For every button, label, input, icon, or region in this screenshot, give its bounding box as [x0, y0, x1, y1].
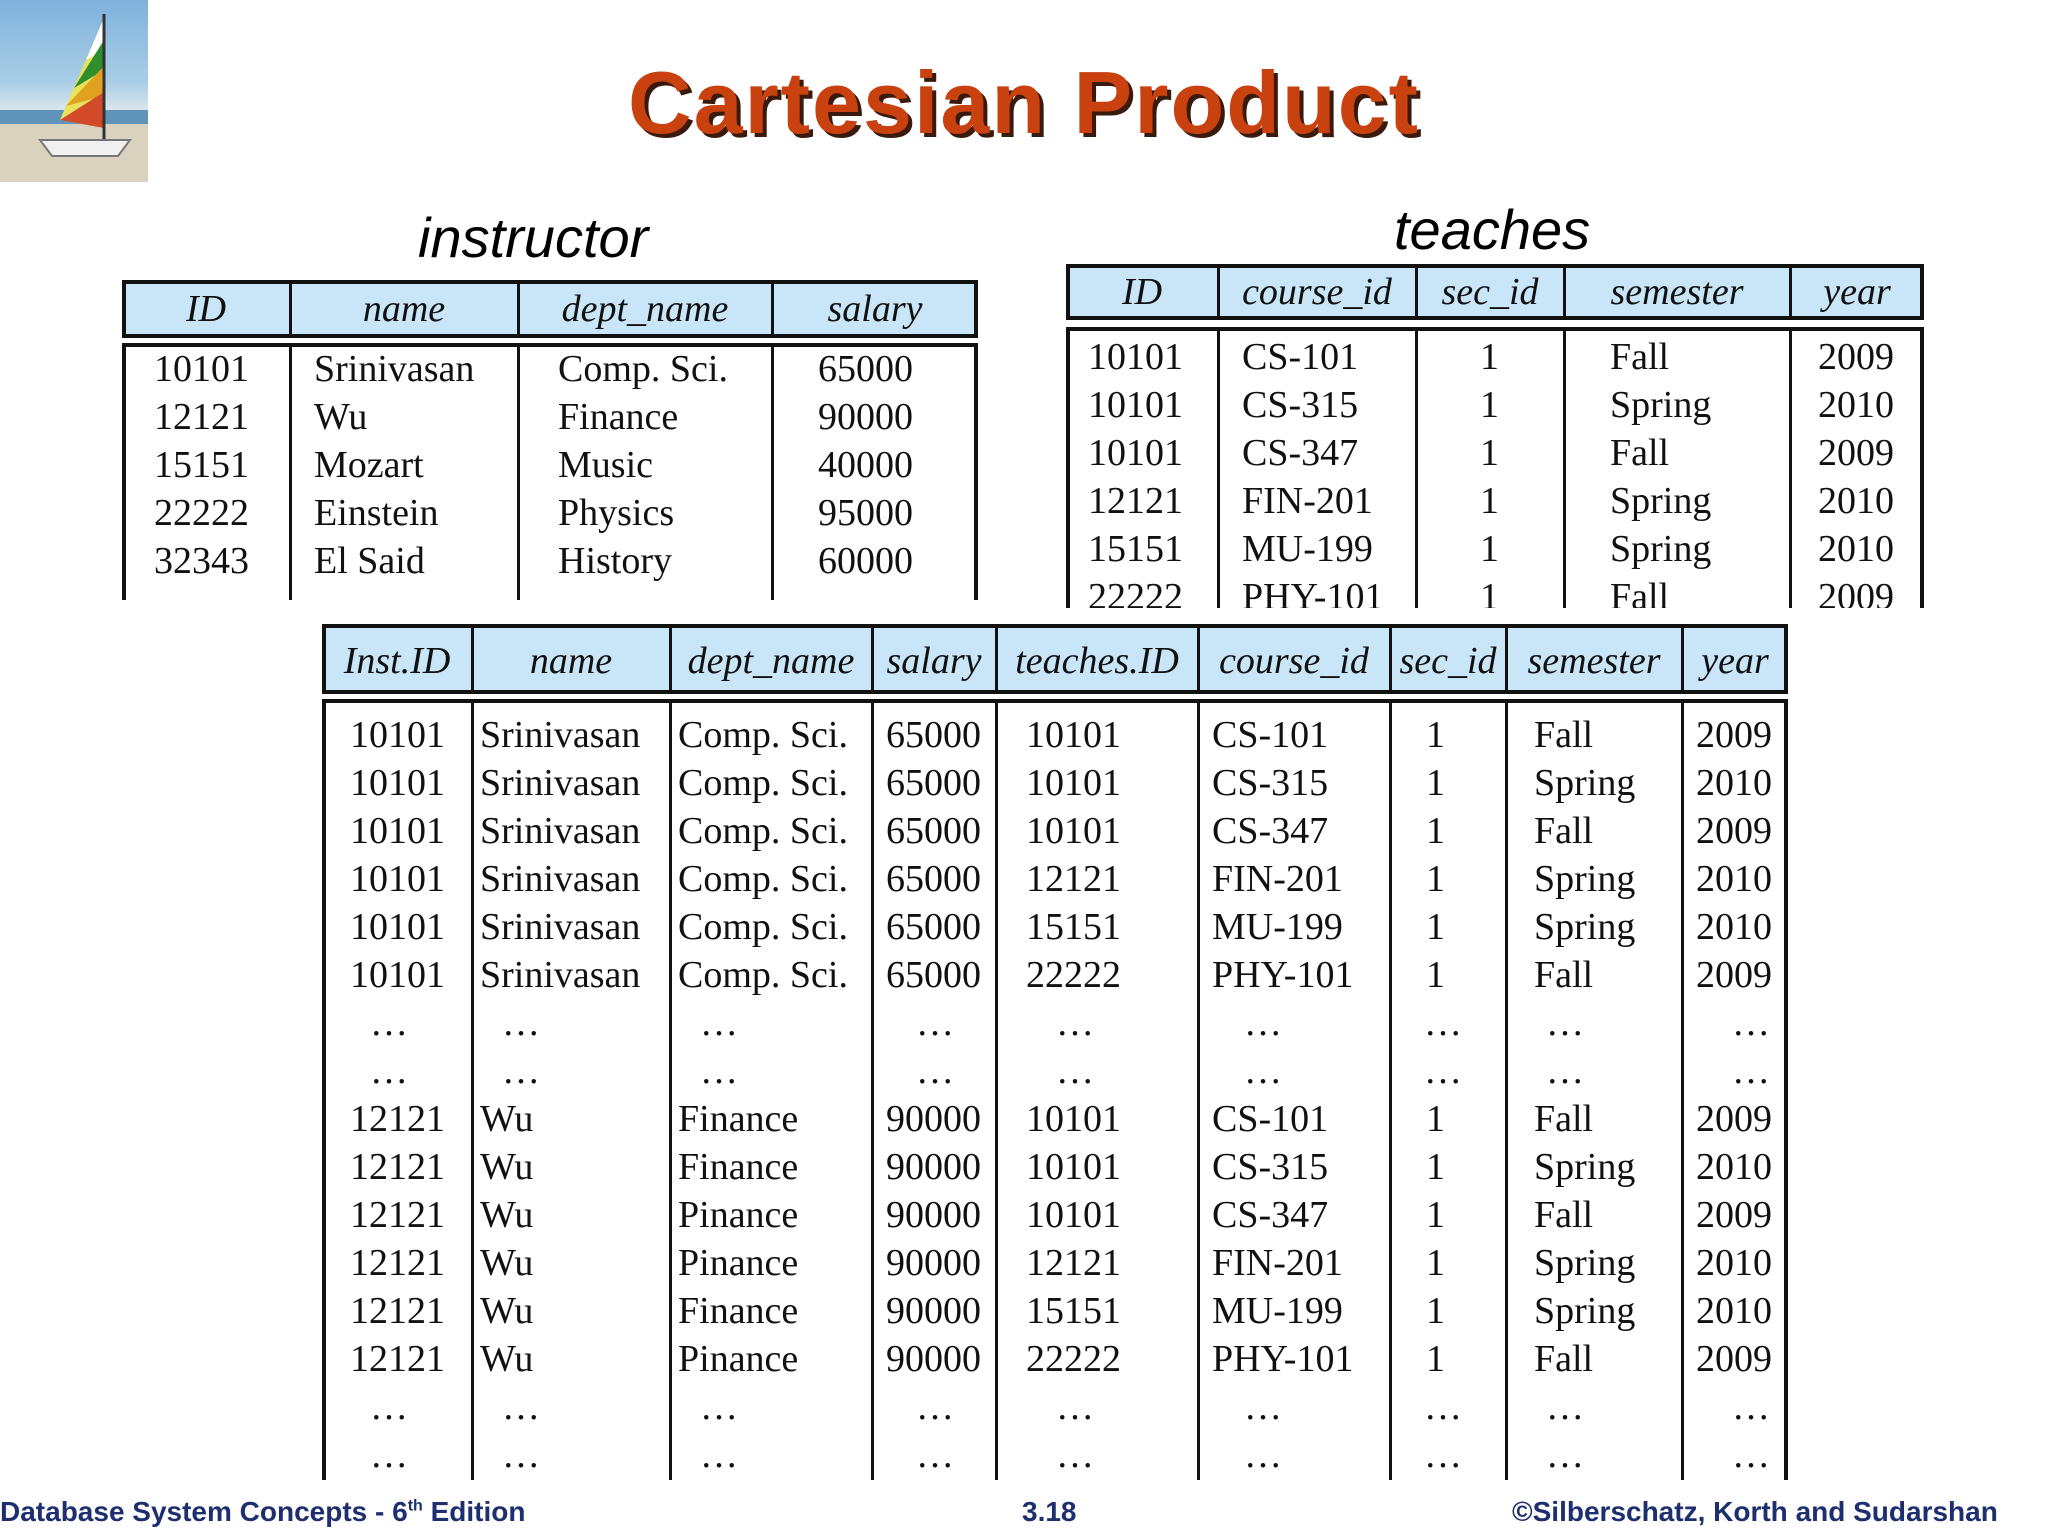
instructor-cell: Physics — [558, 492, 675, 534]
product-cell: CS-315 — [1212, 762, 1329, 804]
teaches-column-divider — [1923, 327, 1924, 608]
product-cell: Fall — [1534, 954, 1594, 996]
product-cell: … — [1056, 1050, 1094, 1092]
instructor-cell: 95000 — [818, 492, 913, 534]
product-cell: Spring — [1534, 858, 1636, 900]
product-cell: 10101 — [1026, 762, 1121, 804]
product-header-cell: teaches.ID — [1015, 640, 1179, 682]
product-header-cell: name — [529, 640, 613, 682]
product-cell: 10101 — [1026, 1098, 1121, 1140]
product-cell: … — [700, 1002, 738, 1044]
teaches-table — [1066, 264, 1924, 608]
product-cell: Finance — [678, 1290, 799, 1332]
product-cell: MU-199 — [1212, 1290, 1343, 1332]
teaches-cell: Spring — [1610, 480, 1712, 522]
product-cell: 2009 — [1696, 1338, 1772, 1380]
product-cell: … — [700, 1386, 738, 1428]
product-cell: … — [370, 1050, 408, 1092]
footer-edition-superscript: th — [407, 1497, 423, 1515]
product-cell: 15151 — [1026, 1290, 1121, 1332]
product-cell: 12121 — [1026, 1242, 1121, 1284]
product-cell: 10101 — [350, 714, 445, 756]
product-cell: Comp. Sci. — [678, 762, 848, 804]
product-column-divider — [669, 699, 672, 1480]
product-cell: CS-101 — [1212, 1098, 1329, 1140]
product-header-cell: semester — [1527, 640, 1661, 682]
teaches-cell: 2009 — [1818, 432, 1894, 474]
product-cell: 10101 — [350, 954, 445, 996]
instructor-header-cell: dept_name — [561, 288, 729, 330]
teaches-cell: 1 — [1480, 384, 1499, 426]
product-cell: … — [1056, 1434, 1094, 1476]
product-header-cell: dept_name — [687, 640, 855, 682]
product-cell: 90000 — [886, 1290, 981, 1332]
product-cell: Comp. Sci. — [678, 714, 848, 756]
product-cell: … — [916, 1386, 954, 1428]
teaches-column-divider — [1217, 327, 1220, 608]
product-cell: … — [1546, 1050, 1584, 1092]
teaches-cell: 10101 — [1088, 384, 1183, 426]
product-cell: 2009 — [1696, 1098, 1772, 1140]
product-cell: 1 — [1426, 1290, 1445, 1332]
product-cell: 65000 — [886, 762, 981, 804]
product-cell: MU-199 — [1212, 906, 1343, 948]
product-cell: 10101 — [350, 858, 445, 900]
product-cell: Srinivasan — [480, 954, 641, 996]
product-cell: … — [502, 1002, 540, 1044]
product-cell: Srinivasan — [480, 762, 641, 804]
product-cell: … — [1424, 1386, 1462, 1428]
product-cell: … — [502, 1050, 540, 1092]
footer-book-title-text: Database System Concepts - 6 — [0, 1496, 408, 1527]
product-cell: Comp. Sci. — [678, 858, 848, 900]
product-cell: 1 — [1426, 762, 1445, 804]
product-cell: 22222 — [1026, 954, 1121, 996]
teaches-cell: Spring — [1610, 384, 1712, 426]
teaches-header-cell: course_id — [1242, 271, 1392, 313]
slide-title: Cartesian Product — [628, 53, 1420, 152]
product-cell: Pinance — [678, 1338, 799, 1380]
product-cell: 65000 — [886, 858, 981, 900]
product-cell: 90000 — [886, 1194, 981, 1236]
product-cell: FIN-201 — [1212, 858, 1343, 900]
product-cell: 2010 — [1696, 858, 1772, 900]
instructor-cell: 40000 — [818, 444, 913, 486]
teaches-cell: 2009 — [1818, 576, 1894, 608]
product-cell: 1 — [1426, 1194, 1445, 1236]
product-cell: 1 — [1426, 1338, 1445, 1380]
product-cell: Wu — [480, 1194, 534, 1236]
instructor-cell: Srinivasan — [314, 348, 475, 390]
teaches-cell: Spring — [1610, 528, 1712, 570]
teaches-column-divider — [1415, 327, 1418, 608]
product-cell: 2010 — [1696, 1146, 1772, 1188]
product-cell: Wu — [480, 1146, 534, 1188]
product-cell: 2010 — [1696, 762, 1772, 804]
product-cell: … — [1244, 1386, 1282, 1428]
teaches-cell: 15151 — [1088, 528, 1183, 570]
instructor-cell: El Said — [314, 540, 425, 582]
product-header-cell: sec_id — [1399, 640, 1497, 682]
cartesian-product-table — [322, 624, 1788, 1480]
product-cell: 65000 — [886, 954, 981, 996]
product-cell: CS-101 — [1212, 714, 1329, 756]
product-cell: Comp. Sci. — [678, 954, 848, 996]
product-cell: Srinivasan — [480, 906, 641, 948]
product-cell: 10101 — [1026, 1194, 1121, 1236]
product-column-divider — [1389, 699, 1392, 1480]
product-column-divider — [471, 699, 474, 1480]
product-cell: 65000 — [886, 714, 981, 756]
product-cell: 10101 — [1026, 714, 1121, 756]
product-cell: Srinivasan — [480, 858, 641, 900]
instructor-column-divider — [977, 343, 978, 600]
product-cell: 1 — [1426, 810, 1445, 852]
footer-book-title — [0, 1496, 525, 1528]
product-cell: 2009 — [1696, 1194, 1772, 1236]
product-cell: … — [1546, 1002, 1584, 1044]
product-cell: Srinivasan — [480, 810, 641, 852]
product-cell: 12121 — [350, 1242, 445, 1284]
product-column-divider — [871, 699, 874, 1480]
product-cell: CS-347 — [1212, 1194, 1329, 1236]
product-cell: … — [502, 1434, 540, 1476]
teaches-header-cell: year — [1823, 271, 1891, 313]
product-cell: … — [1424, 1002, 1462, 1044]
product-cell: 1 — [1426, 954, 1445, 996]
product-cell: 1 — [1426, 1098, 1445, 1140]
teaches-cell: Fall — [1610, 576, 1670, 608]
product-cell: 90000 — [886, 1338, 981, 1380]
product-cell: 90000 — [886, 1242, 981, 1284]
instructor-header-cell: salary — [827, 288, 923, 330]
product-cell: … — [370, 1386, 408, 1428]
instructor-cell: History — [558, 540, 672, 582]
teaches-cell: 2009 — [1818, 336, 1894, 378]
product-cell: 15151 — [1026, 906, 1121, 948]
product-cell: … — [916, 1002, 954, 1044]
product-header-cell: Inst.ID — [343, 640, 451, 682]
product-cell: FIN-201 — [1212, 1242, 1343, 1284]
product-cell: 2009 — [1696, 954, 1772, 996]
teaches-cell: 1 — [1480, 576, 1499, 608]
teaches-cell: 12121 — [1088, 480, 1183, 522]
product-cell: … — [1056, 1386, 1094, 1428]
product-cell: 22222 — [1026, 1338, 1121, 1380]
product-header-cell: salary — [886, 640, 982, 682]
product-cell: Wu — [480, 1290, 534, 1332]
product-cell: 2009 — [1696, 810, 1772, 852]
product-cell: Fall — [1534, 810, 1594, 852]
instructor-cell: Finance — [558, 396, 679, 438]
product-cell: … — [370, 1002, 408, 1044]
product-cell: Finance — [678, 1098, 799, 1140]
teaches-cell: 1 — [1480, 432, 1499, 474]
instructor-column-divider — [289, 343, 292, 600]
teaches-column-divider — [1789, 327, 1792, 608]
product-cell: Pinance — [678, 1194, 799, 1236]
product-cell: Wu — [480, 1098, 534, 1140]
teaches-cell: Fall — [1610, 432, 1670, 474]
product-cell: … — [1732, 1050, 1770, 1092]
teaches-header-cell: sec_id — [1441, 271, 1539, 313]
product-cell: 1 — [1426, 1146, 1445, 1188]
product-cell: 2010 — [1696, 1242, 1772, 1284]
product-column-divider — [1681, 699, 1684, 1480]
product-cell: … — [1732, 1002, 1770, 1044]
product-cell: Comp. Sci. — [678, 810, 848, 852]
product-cell: Spring — [1534, 762, 1636, 804]
footer-copyright: ©Silberschatz, Korth and Sudarshan — [1512, 1496, 1998, 1527]
product-cell: … — [1424, 1434, 1462, 1476]
product-cell: Fall — [1534, 1098, 1594, 1140]
teaches-cell: 1 — [1480, 480, 1499, 522]
product-cell: Srinivasan — [480, 714, 641, 756]
product-cell: Spring — [1534, 1242, 1636, 1284]
teaches-cell: 1 — [1480, 528, 1499, 570]
product-cell: … — [916, 1050, 954, 1092]
product-cell: 90000 — [886, 1098, 981, 1140]
product-cell: Fall — [1534, 1194, 1594, 1236]
product-cell: … — [1732, 1434, 1770, 1476]
product-cell: 10101 — [350, 762, 445, 804]
teaches-cell: MU-199 — [1242, 528, 1373, 570]
instructor-cell: Einstein — [314, 492, 439, 534]
product-cell: … — [700, 1050, 738, 1092]
teaches-header-cell: semester — [1610, 271, 1744, 313]
product-cell: … — [1244, 1002, 1282, 1044]
product-cell: … — [502, 1386, 540, 1428]
product-cell: 12121 — [350, 1098, 445, 1140]
instructor-cell: 60000 — [818, 540, 913, 582]
product-cell: … — [916, 1434, 954, 1476]
product-cell: … — [1244, 1434, 1282, 1476]
instructor-caption: instructor — [418, 206, 649, 269]
teaches-cell: Fall — [1610, 336, 1670, 378]
product-cell: 12121 — [350, 1338, 445, 1380]
instructor-cell: Music — [558, 444, 653, 486]
product-column-divider — [1787, 699, 1788, 1480]
product-cell: 10101 — [1026, 810, 1121, 852]
instructor-cell: 10101 — [154, 348, 249, 390]
product-cell: Wu — [480, 1338, 534, 1380]
product-header-cell: course_id — [1219, 640, 1369, 682]
instructor-table — [122, 280, 978, 600]
teaches-cell: CS-347 — [1242, 432, 1359, 474]
instructor-cell: Comp. Sci. — [558, 348, 728, 390]
product-cell: Comp. Sci. — [678, 906, 848, 948]
instructor-header-cell: ID — [185, 288, 227, 330]
product-cell: 12121 — [350, 1146, 445, 1188]
product-cell: 2009 — [1696, 714, 1772, 756]
footer-page-number: 3.18 — [1022, 1496, 1077, 1527]
product-cell: 65000 — [886, 906, 981, 948]
instructor-cell: Mozart — [314, 444, 424, 486]
product-cell: 10101 — [1026, 1146, 1121, 1188]
teaches-caption: teaches — [1394, 198, 1591, 261]
teaches-cell: FIN-201 — [1242, 480, 1373, 522]
product-cell: Finance — [678, 1146, 799, 1188]
product-cell: Spring — [1534, 1146, 1636, 1188]
instructor-cell: 90000 — [818, 396, 913, 438]
product-cell: 90000 — [886, 1146, 981, 1188]
product-cell: … — [1424, 1050, 1462, 1092]
product-cell: CS-347 — [1212, 810, 1329, 852]
product-cell: 12121 — [350, 1290, 445, 1332]
product-cell: 12121 — [350, 1194, 445, 1236]
product-cell: 65000 — [886, 810, 981, 852]
teaches-header-cell: ID — [1121, 271, 1163, 313]
product-cell: 1 — [1426, 858, 1445, 900]
product-cell: PHY-101 — [1212, 954, 1354, 996]
teaches-cell: 22222 — [1088, 576, 1183, 608]
product-cell: Spring — [1534, 1290, 1636, 1332]
product-cell: Fall — [1534, 1338, 1594, 1380]
instructor-column-divider — [517, 343, 520, 600]
product-column-divider — [1505, 699, 1508, 1480]
product-cell: PHY-101 — [1212, 1338, 1354, 1380]
teaches-cell: CS-315 — [1242, 384, 1359, 426]
product-cell: … — [1056, 1002, 1094, 1044]
product-cell: CS-315 — [1212, 1146, 1329, 1188]
instructor-column-divider — [771, 343, 774, 600]
teaches-cell: 2010 — [1818, 480, 1894, 522]
product-cell: Wu — [480, 1242, 534, 1284]
teaches-cell: CS-101 — [1242, 336, 1359, 378]
product-cell: Pinance — [678, 1242, 799, 1284]
product-cell: 1 — [1426, 906, 1445, 948]
teaches-cell: 2010 — [1818, 384, 1894, 426]
teaches-cell: 1 — [1480, 336, 1499, 378]
instructor-cell: 22222 — [154, 492, 249, 534]
footer-edition-label: Edition — [422, 1496, 526, 1527]
product-cell: … — [1546, 1434, 1584, 1476]
teaches-cell: PHY-101 — [1242, 576, 1384, 608]
product-cell: 2010 — [1696, 906, 1772, 948]
product-column-divider — [995, 699, 998, 1480]
teaches-column-divider — [1563, 327, 1566, 608]
product-cell: 12121 — [1026, 858, 1121, 900]
teaches-cell: 10101 — [1088, 336, 1183, 378]
product-cell: … — [1732, 1386, 1770, 1428]
product-cell: 1 — [1426, 1242, 1445, 1284]
product-cell: Spring — [1534, 906, 1636, 948]
instructor-cell: Wu — [314, 396, 368, 438]
instructor-cell: 12121 — [154, 396, 249, 438]
product-cell: … — [1546, 1386, 1584, 1428]
instructor-cell: 32343 — [154, 540, 249, 582]
product-cell: … — [700, 1434, 738, 1476]
product-cell: 1 — [1426, 714, 1445, 756]
instructor-cell: 15151 — [154, 444, 249, 486]
product-cell: 10101 — [350, 810, 445, 852]
teaches-cell: 2010 — [1818, 528, 1894, 570]
product-header-cell: year — [1701, 640, 1769, 682]
product-cell: Fall — [1534, 714, 1594, 756]
product-cell: 2010 — [1696, 1290, 1772, 1332]
instructor-cell: 65000 — [818, 348, 913, 390]
product-cell: … — [370, 1434, 408, 1476]
instructor-header-cell: name — [362, 288, 446, 330]
product-column-divider — [1197, 699, 1200, 1480]
product-cell: … — [1244, 1050, 1282, 1092]
product-cell: 10101 — [350, 906, 445, 948]
teaches-cell: 10101 — [1088, 432, 1183, 474]
